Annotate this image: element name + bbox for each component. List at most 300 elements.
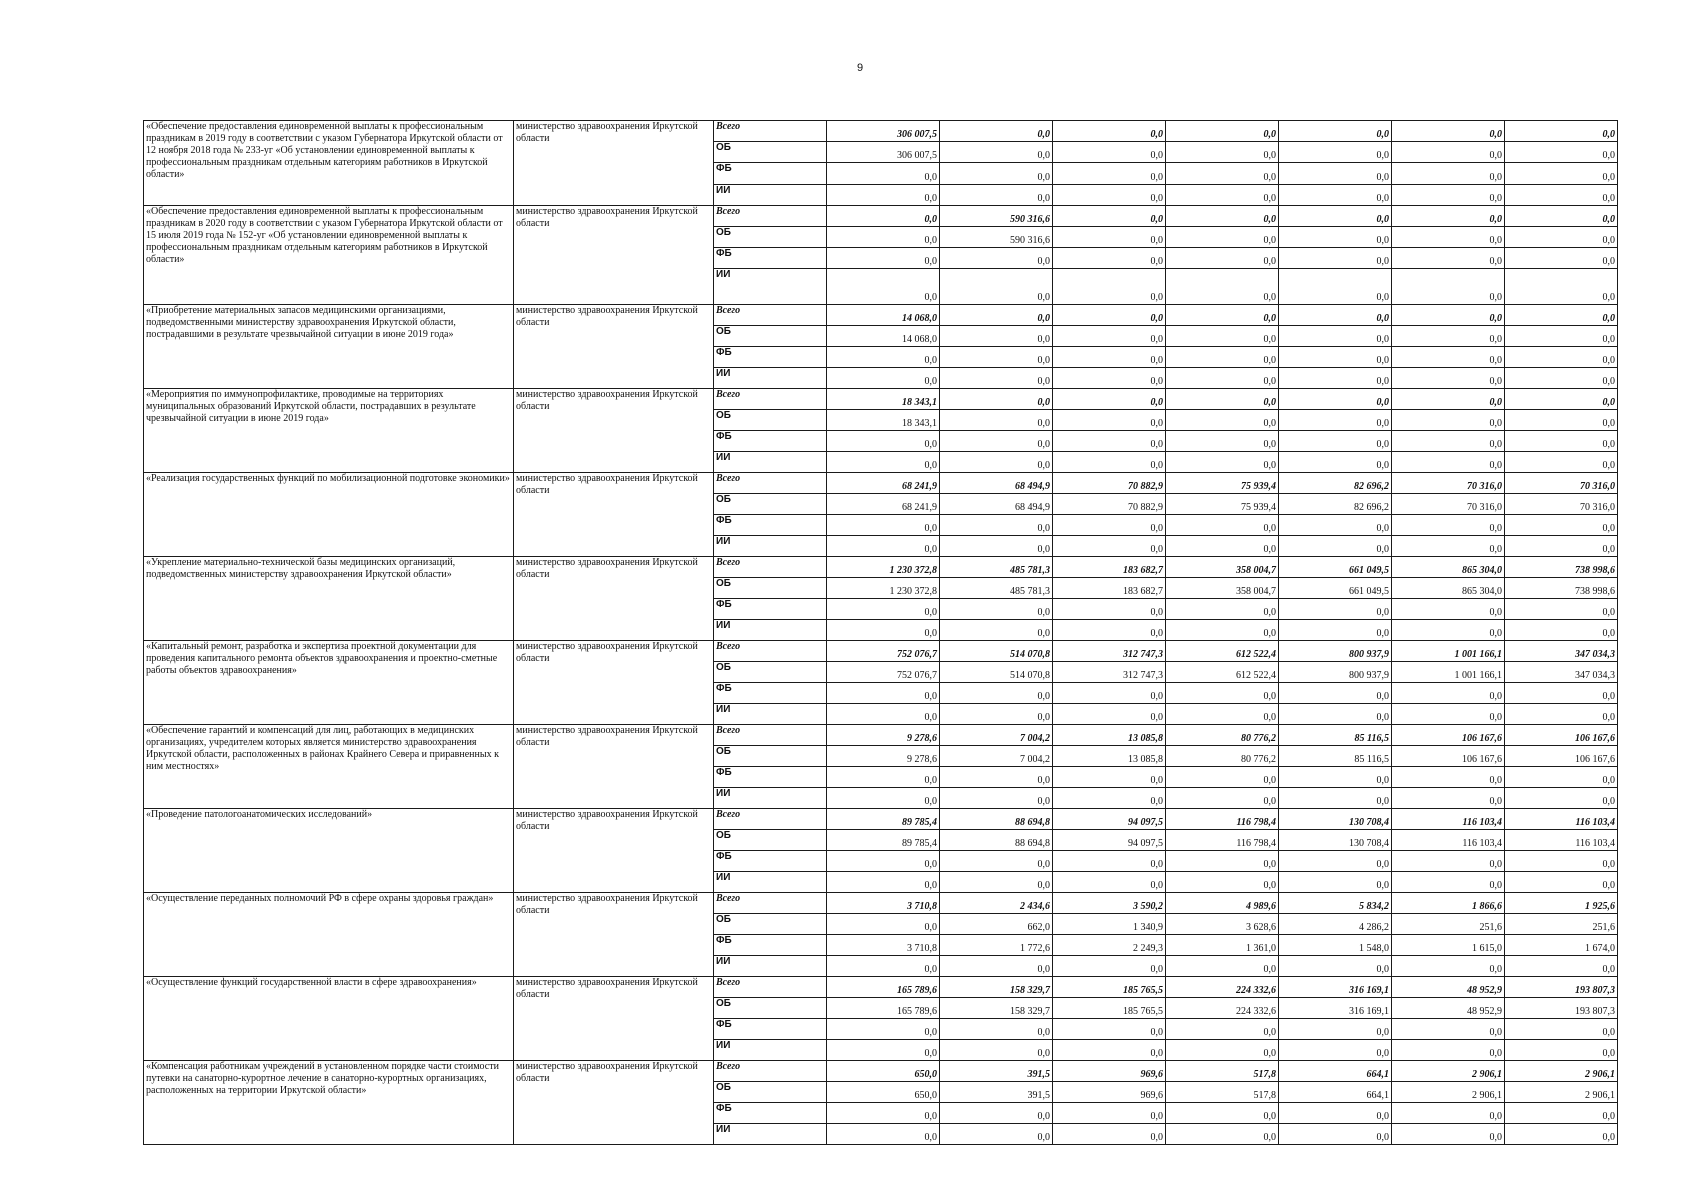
amount-cell: 0,0 [940, 185, 1053, 206]
amount-cell: 0,0 [1505, 163, 1618, 185]
amount-cell: 0,0 [940, 683, 1053, 704]
executor-name: министерство здравоохранения Иркутской области [514, 206, 714, 305]
amount-cell: 0,0 [940, 536, 1053, 557]
amount-cell: 0,0 [1392, 326, 1505, 347]
amount-cell: 193 807,3 [1505, 977, 1618, 998]
table-row-total [144, 725, 1618, 746]
amount-cell: 0,0 [1279, 206, 1392, 227]
amount-cell: 0,0 [1053, 536, 1166, 557]
amount-cell: 1 001 166,1 [1392, 662, 1505, 683]
amount-cell: 0,0 [1279, 788, 1392, 809]
activity-name: «Осуществление переданных полномочий РФ в сфере охраны здоровья граждан» [144, 893, 514, 977]
amount-cell: 116 798,4 [1166, 809, 1279, 830]
funding-source-label: ОБ [714, 830, 827, 851]
amount-cell: 116 103,4 [1392, 809, 1505, 830]
amount-cell: 661 049,5 [1279, 578, 1392, 599]
amount-cell: 0,0 [1505, 269, 1618, 305]
amount-cell: 312 747,3 [1053, 662, 1166, 683]
executor-name: министерство здравоохранения Иркутской области [514, 557, 714, 641]
amount-cell: 68 494,9 [940, 494, 1053, 515]
amount-cell: 0,0 [940, 142, 1053, 163]
amount-cell: 1 548,0 [1279, 935, 1392, 956]
amount-cell: 612 522,4 [1166, 662, 1279, 683]
amount-cell: 0,0 [1392, 620, 1505, 641]
amount-cell: 0,0 [827, 227, 940, 248]
amount-cell: 0,0 [1166, 851, 1279, 872]
amount-cell: 391,5 [940, 1082, 1053, 1103]
amount-cell: 0,0 [1279, 956, 1392, 977]
amount-cell: 0,0 [1279, 1040, 1392, 1061]
amount-cell: 0,0 [940, 872, 1053, 893]
amount-cell: 70 882,9 [1053, 494, 1166, 515]
amount-cell: 0,0 [1166, 536, 1279, 557]
table-row-total [144, 305, 1618, 326]
amount-cell: 75 939,4 [1166, 494, 1279, 515]
amount-cell: 0,0 [940, 956, 1053, 977]
funding-source-label: ФБ [714, 431, 827, 452]
amount-cell: 0,0 [1392, 1103, 1505, 1124]
amount-cell: 0,0 [1392, 956, 1505, 977]
amount-cell: 0,0 [1053, 269, 1166, 305]
amount-cell: 0,0 [1166, 206, 1279, 227]
amount-cell: 2 906,1 [1505, 1082, 1618, 1103]
executor-name: министерство здравоохранения Иркутской области [514, 725, 714, 809]
amount-cell: 0,0 [1505, 620, 1618, 641]
amount-cell: 752 076,7 [827, 641, 940, 662]
amount-cell: 251,6 [1505, 914, 1618, 935]
amount-cell: 0,0 [1166, 1103, 1279, 1124]
amount-cell: 0,0 [1166, 163, 1279, 185]
amount-cell: 185 765,5 [1053, 977, 1166, 998]
amount-cell: 224 332,6 [1166, 977, 1279, 998]
amount-cell: 0,0 [1166, 515, 1279, 536]
amount-cell: 0,0 [1279, 599, 1392, 620]
amount-cell: 82 696,2 [1279, 473, 1392, 494]
activity-name: «Реализация государственных функций по мобилизационной подготовке экономики» [144, 473, 514, 557]
amount-cell: 0,0 [1166, 185, 1279, 206]
amount-cell: 0,0 [1392, 1124, 1505, 1145]
amount-cell: 1 615,0 [1392, 935, 1505, 956]
executor-name: министерство здравоохранения Иркутской области [514, 893, 714, 977]
funding-source-label: ОБ [714, 1082, 827, 1103]
amount-cell: 0,0 [940, 347, 1053, 368]
funding-source-label: ФБ [714, 683, 827, 704]
funding-source-label: ОБ [714, 410, 827, 431]
amount-cell: 0,0 [1505, 185, 1618, 206]
amount-cell: 0,0 [1166, 956, 1279, 977]
amount-cell: 0,0 [1392, 536, 1505, 557]
amount-cell: 0,0 [1166, 121, 1279, 142]
amount-cell: 0,0 [940, 326, 1053, 347]
amount-cell: 0,0 [1279, 704, 1392, 725]
amount-cell: 68 241,9 [827, 473, 940, 494]
amount-cell: 0,0 [1279, 185, 1392, 206]
amount-cell: 0,0 [940, 431, 1053, 452]
amount-cell: 0,0 [1392, 227, 1505, 248]
amount-cell: 306 007,5 [827, 142, 940, 163]
amount-cell: 0,0 [1392, 121, 1505, 142]
amount-cell: 347 034,3 [1505, 641, 1618, 662]
amount-cell: 0,0 [827, 269, 940, 305]
amount-cell: 590 316,6 [940, 227, 1053, 248]
amount-cell: 0,0 [827, 599, 940, 620]
amount-cell: 2 434,6 [940, 893, 1053, 914]
amount-cell: 116 798,4 [1166, 830, 1279, 851]
amount-cell: 0,0 [1166, 305, 1279, 326]
amount-cell: 0,0 [827, 914, 940, 935]
amount-cell: 116 103,4 [1505, 809, 1618, 830]
amount-cell: 0,0 [940, 1103, 1053, 1124]
activity-name: «Обеспечение гарантий и компенсаций для лиц, работающих в медицинских организациях, учредителем которых является министерство здравоохранения Иркутской области, расположенных в районах Крайнего Севера и приравненных к ним местностях» [144, 725, 514, 809]
amount-cell: 0,0 [1053, 163, 1166, 185]
amount-cell: 0,0 [827, 956, 940, 977]
amount-cell: 0,0 [1505, 1040, 1618, 1061]
activity-name: «Обеспечение предоставления единовременной выплаты к профессиональным праздникам в 2019 году в соответствии с указом Губернатора Иркутской области от 12 ноября 2018 года № 233-уг «Об установлении единовременной выплаты к профессиональным праздникам отдельным категориям работников в Иркутской области» [144, 121, 514, 206]
amount-cell: 0,0 [1279, 767, 1392, 788]
amount-cell: 0,0 [1392, 269, 1505, 305]
funding-source-label: Всего [714, 121, 827, 142]
amount-cell: 0,0 [940, 767, 1053, 788]
amount-cell: 1 230 372,8 [827, 578, 940, 599]
amount-cell: 0,0 [1279, 683, 1392, 704]
funding-source-label: Всего [714, 305, 827, 326]
amount-cell: 0,0 [1505, 683, 1618, 704]
amount-cell: 0,0 [940, 410, 1053, 431]
amount-cell: 0,0 [1053, 368, 1166, 389]
amount-cell: 0,0 [1392, 431, 1505, 452]
amount-cell: 0,0 [1279, 163, 1392, 185]
amount-cell: 0,0 [1166, 389, 1279, 410]
amount-cell: 82 696,2 [1279, 494, 1392, 515]
amount-cell: 0,0 [827, 368, 940, 389]
amount-cell: 0,0 [1279, 1103, 1392, 1124]
amount-cell: 0,0 [1053, 767, 1166, 788]
amount-cell: 70 316,0 [1505, 494, 1618, 515]
amount-cell: 1 361,0 [1166, 935, 1279, 956]
amount-cell: 5 834,2 [1279, 893, 1392, 914]
amount-cell: 1 674,0 [1505, 935, 1618, 956]
amount-cell: 738 998,6 [1505, 578, 1618, 599]
amount-cell: 0,0 [1166, 410, 1279, 431]
amount-cell: 2 906,1 [1392, 1082, 1505, 1103]
amount-cell: 0,0 [1166, 227, 1279, 248]
amount-cell: 0,0 [940, 1019, 1053, 1040]
amount-cell: 0,0 [1505, 248, 1618, 269]
budget-table [143, 120, 1618, 1145]
amount-cell: 650,0 [827, 1082, 940, 1103]
amount-cell: 80 776,2 [1166, 725, 1279, 746]
executor-name: министерство здравоохранения Иркутской области [514, 1061, 714, 1145]
amount-cell: 0,0 [1279, 389, 1392, 410]
amount-cell: 316 169,1 [1279, 977, 1392, 998]
amount-cell: 0,0 [1392, 185, 1505, 206]
amount-cell: 0,0 [1166, 1124, 1279, 1145]
amount-cell: 130 708,4 [1279, 809, 1392, 830]
amount-cell: 0,0 [1279, 227, 1392, 248]
table-row-total [144, 557, 1618, 578]
amount-cell: 0,0 [940, 163, 1053, 185]
amount-cell: 514 070,8 [940, 641, 1053, 662]
amount-cell: 0,0 [1166, 704, 1279, 725]
amount-cell: 0,0 [1505, 1019, 1618, 1040]
table-row-total [144, 641, 1618, 662]
amount-cell: 0,0 [1053, 185, 1166, 206]
amount-cell: 0,0 [827, 248, 940, 269]
amount-cell: 0,0 [1053, 788, 1166, 809]
amount-cell: 0,0 [827, 683, 940, 704]
activity-name: «Капитальный ремонт, разработка и экспертиза проектной документации для проведения капитального ремонта объектов здравоохранения и проектно-сметные работы объектов здравоохранения» [144, 641, 514, 725]
amount-cell: 1 925,6 [1505, 893, 1618, 914]
amount-cell: 0,0 [1392, 142, 1505, 163]
amount-cell: 0,0 [1166, 788, 1279, 809]
amount-cell: 0,0 [1166, 767, 1279, 788]
amount-cell: 664,1 [1279, 1082, 1392, 1103]
amount-cell: 183 682,7 [1053, 578, 1166, 599]
amount-cell: 0,0 [1279, 347, 1392, 368]
amount-cell: 800 937,9 [1279, 662, 1392, 683]
amount-cell: 738 998,6 [1505, 557, 1618, 578]
amount-cell: 0,0 [1392, 347, 1505, 368]
amount-cell: 70 316,0 [1392, 473, 1505, 494]
amount-cell: 0,0 [1279, 851, 1392, 872]
funding-source-label: ИИ [714, 1124, 827, 1145]
amount-cell: 0,0 [1279, 305, 1392, 326]
amount-cell: 0,0 [1279, 431, 1392, 452]
amount-cell: 165 789,6 [827, 998, 940, 1019]
amount-cell: 0,0 [940, 121, 1053, 142]
table-row-total [144, 389, 1618, 410]
amount-cell: 0,0 [1053, 227, 1166, 248]
amount-cell: 0,0 [1505, 227, 1618, 248]
amount-cell: 0,0 [1392, 683, 1505, 704]
amount-cell: 0,0 [1279, 1124, 1392, 1145]
amount-cell: 158 329,7 [940, 977, 1053, 998]
amount-cell: 0,0 [1053, 956, 1166, 977]
funding-source-label: ФБ [714, 767, 827, 788]
amount-cell: 0,0 [1053, 1124, 1166, 1145]
amount-cell: 0,0 [1505, 872, 1618, 893]
funding-source-label: ИИ [714, 872, 827, 893]
table-row-total [144, 1061, 1618, 1082]
amount-cell: 0,0 [1053, 389, 1166, 410]
amount-cell: 0,0 [1166, 142, 1279, 163]
amount-cell: 3 628,6 [1166, 914, 1279, 935]
amount-cell: 358 004,7 [1166, 578, 1279, 599]
amount-cell: 0,0 [1505, 704, 1618, 725]
amount-cell: 94 097,5 [1053, 809, 1166, 830]
amount-cell: 165 789,6 [827, 977, 940, 998]
amount-cell: 0,0 [1505, 1124, 1618, 1145]
amount-cell: 0,0 [1392, 163, 1505, 185]
funding-source-label: ОБ [714, 326, 827, 347]
amount-cell: 0,0 [1166, 368, 1279, 389]
activity-name: «Осуществление функций государственной власти в сфере здравоохранения» [144, 977, 514, 1061]
amount-cell: 347 034,3 [1505, 662, 1618, 683]
amount-cell: 0,0 [940, 305, 1053, 326]
amount-cell: 0,0 [1279, 872, 1392, 893]
amount-cell: 89 785,4 [827, 809, 940, 830]
amount-cell: 80 776,2 [1166, 746, 1279, 767]
amount-cell: 0,0 [940, 452, 1053, 473]
amount-cell: 800 937,9 [1279, 641, 1392, 662]
amount-cell: 0,0 [1053, 851, 1166, 872]
funding-source-label: Всего [714, 977, 827, 998]
amount-cell: 106 167,6 [1392, 725, 1505, 746]
amount-cell: 88 694,8 [940, 809, 1053, 830]
executor-name: министерство здравоохранения Иркутской области [514, 305, 714, 389]
amount-cell: 0,0 [1392, 452, 1505, 473]
funding-source-label: ФБ [714, 1103, 827, 1124]
amount-cell: 0,0 [940, 1124, 1053, 1145]
funding-source-label: ФБ [714, 248, 827, 269]
amount-cell: 0,0 [827, 431, 940, 452]
amount-cell: 89 785,4 [827, 830, 940, 851]
amount-cell: 0,0 [1392, 1040, 1505, 1061]
funding-source-label: ФБ [714, 935, 827, 956]
amount-cell: 0,0 [1392, 767, 1505, 788]
amount-cell: 2 906,1 [1392, 1061, 1505, 1082]
amount-cell: 0,0 [940, 248, 1053, 269]
amount-cell: 0,0 [1392, 599, 1505, 620]
funding-source-label: ОБ [714, 746, 827, 767]
amount-cell: 0,0 [1279, 326, 1392, 347]
amount-cell: 865 304,0 [1392, 578, 1505, 599]
funding-source-label: ИИ [714, 704, 827, 725]
amount-cell: 752 076,7 [827, 662, 940, 683]
amount-cell: 0,0 [827, 206, 940, 227]
funding-source-label: ИИ [714, 368, 827, 389]
amount-cell: 3 590,2 [1053, 893, 1166, 914]
amount-cell: 0,0 [940, 389, 1053, 410]
activity-name: «Компенсация работникам учреждений в установленном порядке части стоимости путевки на санаторно-курортное лечение в санаторно-курортных организациях, расположенных на территории Иркутской области» [144, 1061, 514, 1145]
amount-cell: 9 278,6 [827, 746, 940, 767]
amount-cell: 0,0 [1392, 788, 1505, 809]
amount-cell: 0,0 [1392, 704, 1505, 725]
amount-cell: 0,0 [1166, 1040, 1279, 1061]
executor-name: министерство здравоохранения Иркутской области [514, 121, 714, 206]
amount-cell: 85 116,5 [1279, 746, 1392, 767]
amount-cell: 0,0 [1279, 142, 1392, 163]
amount-cell: 0,0 [1053, 431, 1166, 452]
amount-cell: 130 708,4 [1279, 830, 1392, 851]
amount-cell: 0,0 [940, 788, 1053, 809]
executor-name: министерство здравоохранения Иркутской области [514, 473, 714, 557]
amount-cell: 0,0 [827, 851, 940, 872]
amount-cell: 517,8 [1166, 1082, 1279, 1103]
amount-cell: 0,0 [1505, 599, 1618, 620]
activity-name: «Обеспечение предоставления единовременной выплаты к профессиональным праздникам в 2020 году в соответствии с указом Губернатора Иркутской области от 15 июля 2019 года № 152-уг «Об установлении единовременной выплаты к профессиональным праздникам отдельным категориям работников в Иркутской области» [144, 206, 514, 305]
funding-source-label: ФБ [714, 163, 827, 185]
funding-source-label: ФБ [714, 851, 827, 872]
funding-source-label: ИИ [714, 269, 827, 305]
amount-cell: 0,0 [1392, 368, 1505, 389]
amount-cell: 0,0 [1505, 452, 1618, 473]
amount-cell: 612 522,4 [1166, 641, 1279, 662]
amount-cell: 0,0 [1166, 347, 1279, 368]
amount-cell: 224 332,6 [1166, 998, 1279, 1019]
amount-cell: 0,0 [1166, 452, 1279, 473]
page-number: 9 [856, 62, 864, 74]
amount-cell: 14 068,0 [827, 305, 940, 326]
amount-cell: 7 004,2 [940, 746, 1053, 767]
amount-cell: 1 772,6 [940, 935, 1053, 956]
amount-cell: 0,0 [1053, 121, 1166, 142]
amount-cell: 0,0 [1053, 206, 1166, 227]
amount-cell: 2 249,3 [1053, 935, 1166, 956]
funding-source-label: ИИ [714, 956, 827, 977]
amount-cell: 0,0 [1053, 620, 1166, 641]
funding-source-label: ИИ [714, 536, 827, 557]
amount-cell: 969,6 [1053, 1082, 1166, 1103]
amount-cell: 0,0 [1053, 1019, 1166, 1040]
amount-cell: 969,6 [1053, 1061, 1166, 1082]
amount-cell: 106 167,6 [1505, 746, 1618, 767]
amount-cell: 70 316,0 [1392, 494, 1505, 515]
funding-source-label: ФБ [714, 515, 827, 536]
funding-source-label: ОБ [714, 227, 827, 248]
amount-cell: 94 097,5 [1053, 830, 1166, 851]
activity-name: «Укрепление материально-технической базы медицинских организаций, подведомственных министерству здравоохранения Иркутской области» [144, 557, 514, 641]
amount-cell: 68 241,9 [827, 494, 940, 515]
amount-cell: 0,0 [940, 1040, 1053, 1061]
amount-cell: 0,0 [1392, 872, 1505, 893]
amount-cell: 0,0 [1279, 121, 1392, 142]
table-row-total [144, 893, 1618, 914]
amount-cell: 0,0 [827, 163, 940, 185]
amount-cell: 7 004,2 [940, 725, 1053, 746]
amount-cell: 0,0 [1166, 872, 1279, 893]
amount-cell: 0,0 [1166, 1019, 1279, 1040]
amount-cell: 0,0 [1053, 1103, 1166, 1124]
amount-cell: 485 781,3 [940, 557, 1053, 578]
funding-source-label: ИИ [714, 452, 827, 473]
amount-cell: 0,0 [1392, 1019, 1505, 1040]
amount-cell: 0,0 [1053, 326, 1166, 347]
amount-cell: 0,0 [1166, 248, 1279, 269]
amount-cell: 0,0 [1053, 142, 1166, 163]
amount-cell: 106 167,6 [1392, 746, 1505, 767]
activity-name: «Мероприятия по иммунопрофилактике, проводимые на территориях муниципальных образований Иркутской области, пострадавших в результате чрезвычайной ситуации в июне 2019 года» [144, 389, 514, 473]
amount-cell: 0,0 [1166, 269, 1279, 305]
funding-source-label: Всего [714, 389, 827, 410]
amount-cell: 0,0 [1279, 452, 1392, 473]
amount-cell: 0,0 [1505, 788, 1618, 809]
amount-cell: 662,0 [940, 914, 1053, 935]
amount-cell: 185 765,5 [1053, 998, 1166, 1019]
amount-cell: 0,0 [1392, 851, 1505, 872]
amount-cell: 0,0 [1505, 1103, 1618, 1124]
amount-cell: 485 781,3 [940, 578, 1053, 599]
amount-cell: 0,0 [940, 851, 1053, 872]
funding-source-label: Всего [714, 725, 827, 746]
amount-cell: 0,0 [827, 536, 940, 557]
amount-cell: 0,0 [1505, 305, 1618, 326]
amount-cell: 0,0 [1053, 410, 1166, 431]
amount-cell: 0,0 [1505, 368, 1618, 389]
funding-source-label: ИИ [714, 788, 827, 809]
funding-source-label: ОБ [714, 578, 827, 599]
amount-cell: 116 103,4 [1392, 830, 1505, 851]
funding-source-label: ИИ [714, 1040, 827, 1061]
funding-source-label: Всего [714, 557, 827, 578]
amount-cell: 0,0 [1053, 704, 1166, 725]
amount-cell: 0,0 [827, 767, 940, 788]
amount-cell: 0,0 [827, 347, 940, 368]
amount-cell: 0,0 [940, 368, 1053, 389]
amount-cell: 193 807,3 [1505, 998, 1618, 1019]
amount-cell: 0,0 [1505, 410, 1618, 431]
amount-cell: 0,0 [1505, 767, 1618, 788]
